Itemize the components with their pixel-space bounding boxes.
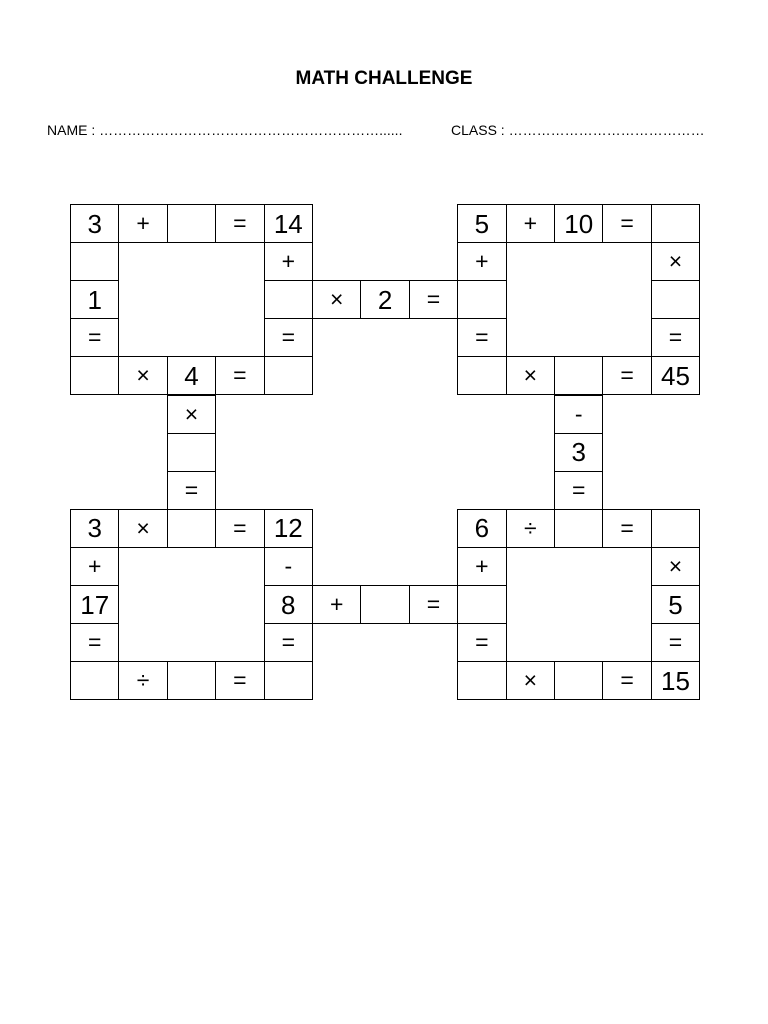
operator-cell: = bbox=[167, 471, 216, 510]
operator-cell: + bbox=[457, 547, 506, 586]
answer-cell[interactable] bbox=[70, 661, 119, 700]
answer-cell[interactable] bbox=[457, 585, 506, 624]
operator-cell: = bbox=[651, 318, 700, 357]
number-cell: 17 bbox=[70, 585, 119, 624]
operator-cell: × bbox=[312, 280, 361, 319]
page-title: MATH CHALLENGE bbox=[295, 68, 473, 89]
operator-cell: + bbox=[506, 204, 555, 243]
operator-cell: × bbox=[506, 356, 555, 395]
operator-cell: + bbox=[312, 585, 361, 624]
number-cell: 6 bbox=[457, 509, 506, 548]
number-cell: 5 bbox=[457, 204, 506, 243]
answer-cell[interactable] bbox=[457, 661, 506, 700]
number-cell: 4 bbox=[167, 356, 216, 395]
number-cell: 5 bbox=[651, 585, 700, 624]
operator-cell: = bbox=[602, 509, 651, 548]
name-label: NAME : bbox=[47, 122, 96, 138]
operator-cell: = bbox=[409, 280, 458, 319]
name-field[interactable] bbox=[47, 122, 402, 138]
operator-cell: = bbox=[602, 356, 651, 395]
operator-cell: ÷ bbox=[506, 509, 555, 548]
number-cell: 15 bbox=[651, 661, 700, 700]
number-cell: 8 bbox=[264, 585, 313, 624]
answer-cell[interactable] bbox=[264, 356, 313, 395]
operator-cell: = bbox=[215, 661, 264, 700]
operator-cell: = bbox=[215, 204, 264, 243]
operator-cell: = bbox=[602, 661, 651, 700]
answer-cell[interactable] bbox=[264, 661, 313, 700]
answer-cell[interactable] bbox=[70, 242, 119, 281]
operator-cell: ÷ bbox=[118, 661, 167, 700]
answer-cell[interactable] bbox=[651, 509, 700, 548]
operator-cell: = bbox=[215, 356, 264, 395]
operator-cell: × bbox=[167, 395, 216, 434]
number-cell: 12 bbox=[264, 509, 313, 548]
operator-cell: × bbox=[651, 242, 700, 281]
operator-cell: + bbox=[118, 204, 167, 243]
answer-cell[interactable] bbox=[167, 509, 216, 548]
operator-cell: × bbox=[118, 356, 167, 395]
class-label: CLASS : bbox=[451, 122, 505, 138]
math-puzzle-grid bbox=[70, 204, 698, 699]
operator-cell: = bbox=[264, 318, 313, 357]
answer-cell[interactable] bbox=[167, 433, 216, 472]
answer-cell[interactable] bbox=[360, 585, 409, 624]
operator-cell: = bbox=[602, 204, 651, 243]
answer-cell[interactable] bbox=[167, 204, 216, 243]
number-cell: 14 bbox=[264, 204, 313, 243]
answer-cell[interactable] bbox=[457, 356, 506, 395]
operator-cell: × bbox=[651, 547, 700, 586]
answer-cell[interactable] bbox=[554, 509, 603, 548]
operator-cell: + bbox=[264, 242, 313, 281]
operator-cell: × bbox=[118, 509, 167, 548]
operator-cell: = bbox=[70, 623, 119, 662]
answer-cell[interactable] bbox=[651, 204, 700, 243]
answer-cell[interactable] bbox=[554, 356, 603, 395]
number-cell: 45 bbox=[651, 356, 700, 395]
operator-cell: = bbox=[554, 471, 603, 510]
operator-cell: = bbox=[409, 585, 458, 624]
operator-cell: = bbox=[457, 623, 506, 662]
operator-cell: × bbox=[506, 661, 555, 700]
class-field[interactable] bbox=[451, 122, 705, 138]
answer-cell[interactable] bbox=[70, 356, 119, 395]
operator-cell: - bbox=[554, 395, 603, 434]
name-blank-line[interactable]: ……………………………………………………...... bbox=[99, 122, 403, 138]
answer-cell[interactable] bbox=[264, 280, 313, 319]
answer-cell[interactable] bbox=[554, 661, 603, 700]
operator-cell: - bbox=[264, 547, 313, 586]
operator-cell: + bbox=[457, 242, 506, 281]
number-cell: 10 bbox=[554, 204, 603, 243]
operator-cell: = bbox=[264, 623, 313, 662]
number-cell: 3 bbox=[70, 509, 119, 548]
operator-cell: + bbox=[70, 547, 119, 586]
answer-cell[interactable] bbox=[167, 661, 216, 700]
answer-cell[interactable] bbox=[651, 280, 700, 319]
number-cell: 3 bbox=[70, 204, 119, 243]
number-cell: 1 bbox=[70, 280, 119, 319]
operator-cell: = bbox=[457, 318, 506, 357]
answer-cell[interactable] bbox=[457, 280, 506, 319]
class-blank-line[interactable]: …………………………………… bbox=[508, 122, 705, 138]
number-cell: 2 bbox=[360, 280, 409, 319]
number-cell: 3 bbox=[554, 433, 603, 472]
operator-cell: = bbox=[70, 318, 119, 357]
operator-cell: = bbox=[651, 623, 700, 662]
operator-cell: = bbox=[215, 509, 264, 548]
